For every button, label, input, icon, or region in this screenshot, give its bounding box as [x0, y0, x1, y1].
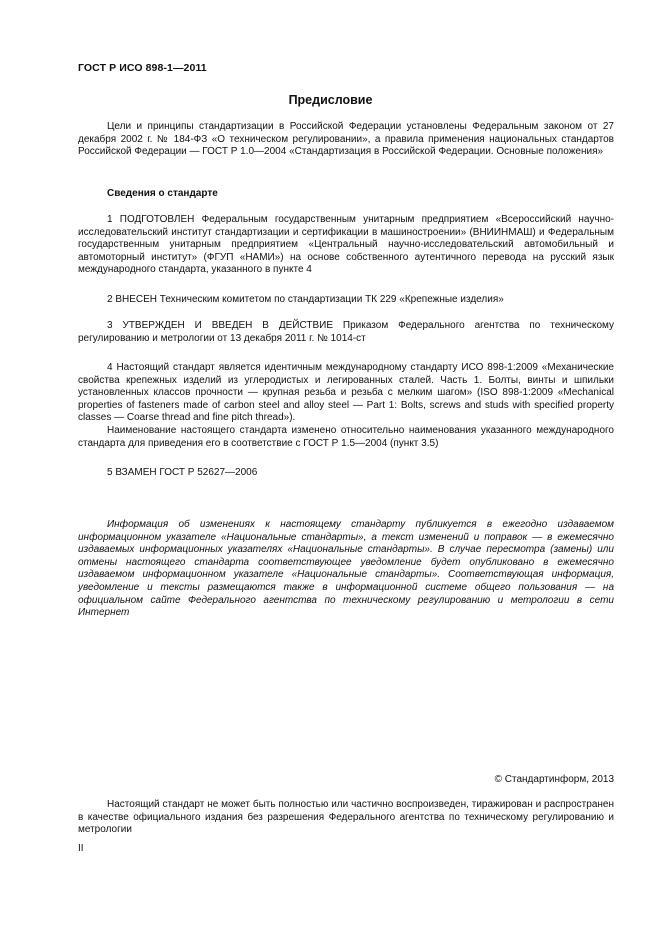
copyright: © Стандартинформ, 2013: [494, 774, 614, 785]
item-1-text: 1 ПОДГОТОВЛЕН Федеральным государственным унитарным предприятием «Всероссийский научно-исследовательский институт стандартизации и сертификации в машиностроении» (ВНИИНМАШ) и Федеральным государственным унитарным предприятием «Центральный научно-исследовательский автомобильный и автомоторный институт» (ФГУП «НАМИ») на основе собственного аутентичного перевода на русский язык международного стандарта, указанного в пункте 4: [78, 214, 614, 276]
changes-info-text: Информация об изменениях к настоящему стандарту публикуется в ежегодно издаваемом информационном указателе «Национальные стандарты», а текст изменений и поправок — в ежемесячно издаваемых информационных указателях «Национальные стандарты». В случае пересмотра (замены) или отмены настоящего стандарта соответствующее уведомление будет опубликовано в ежемесячно издаваемом информационном указателе «Национальные стандарты». Соответствующая информация, уведомление и тексты размещаются также в информационной системе общего пользования — на официальном сайте Федерального агентства по техническому регулированию и метрологии в сети Интернет: [78, 519, 614, 619]
reproduction-notice: [78, 799, 614, 837]
item-3: [78, 320, 614, 345]
item-4: [78, 362, 614, 450]
reproduction-notice-text: Настоящий стандарт не может быть полностью или частично воспроизведен, тиражирован и распространен в качестве официального издания без разрешения Федерального агентства по техническому регулированию и метрологии: [78, 799, 614, 836]
page-title: Предисловие: [288, 93, 373, 107]
item-3-text: 3 УТВЕРЖДЕН И ВВЕДЕН В ДЕЙСТВИЕ Приказом Федерального агентства по техническому регулированию и метрологии от 13 декабря 2011 г. № 1014-ст: [78, 320, 614, 344]
item-5-text: 5 ВЗАМЕН ГОСТ Р 52627—2006: [107, 467, 258, 478]
changes-info: [78, 519, 614, 620]
item-4-note: Наименование настоящего стандарта изменено относительно наименования указанного международного стандарта для приведения его в соответствие с ГОСТ Р 1.5—2004 (пункт 3.5): [78, 424, 614, 449]
standard-code-header: ГОСТ Р ИСО 898-1—2011: [78, 62, 207, 74]
intro-paragraph: Цели и принципы стандартизации в Российской Федерации установлены Федеральным законом от 27 декабря 2002 г. № 184-ФЗ «О техническом регулировании», а правила применения национальных стандартов Российской Федерации — ГОСТ Р 1.0—2004 «Стандартизация в Российской Федерации. Основные положения»: [78, 121, 614, 158]
item-4-text: 4 Настоящий стандарт является идентичным международному стандарту ИСО 898-1:2009 «Механические свойства крепежных изделий из углеродистых и легированных сталей. Часть 1. Болты, винты и шпильки установленных классов прочности — крупная резьба и резьба с мелким шагом» (ISO 898-1:2009 «Mechanical properties of fasteners made of carbon steel and alloy steel — Part 1: Bolts, screws and studs with specified property classes — Coarse thread and fine pitch thread»).: [78, 362, 614, 424]
item-1: [78, 214, 614, 277]
item-2-text: 2 ВНЕСЕН Техническим комитетом по стандартизации ТК 229 «Крепежные изделия»: [107, 294, 504, 305]
page-number: II: [78, 843, 84, 854]
item-5: [78, 467, 614, 480]
item-2: [78, 294, 614, 307]
info-heading: Сведения о стандарте: [107, 188, 218, 199]
preface-intro: [78, 121, 614, 159]
